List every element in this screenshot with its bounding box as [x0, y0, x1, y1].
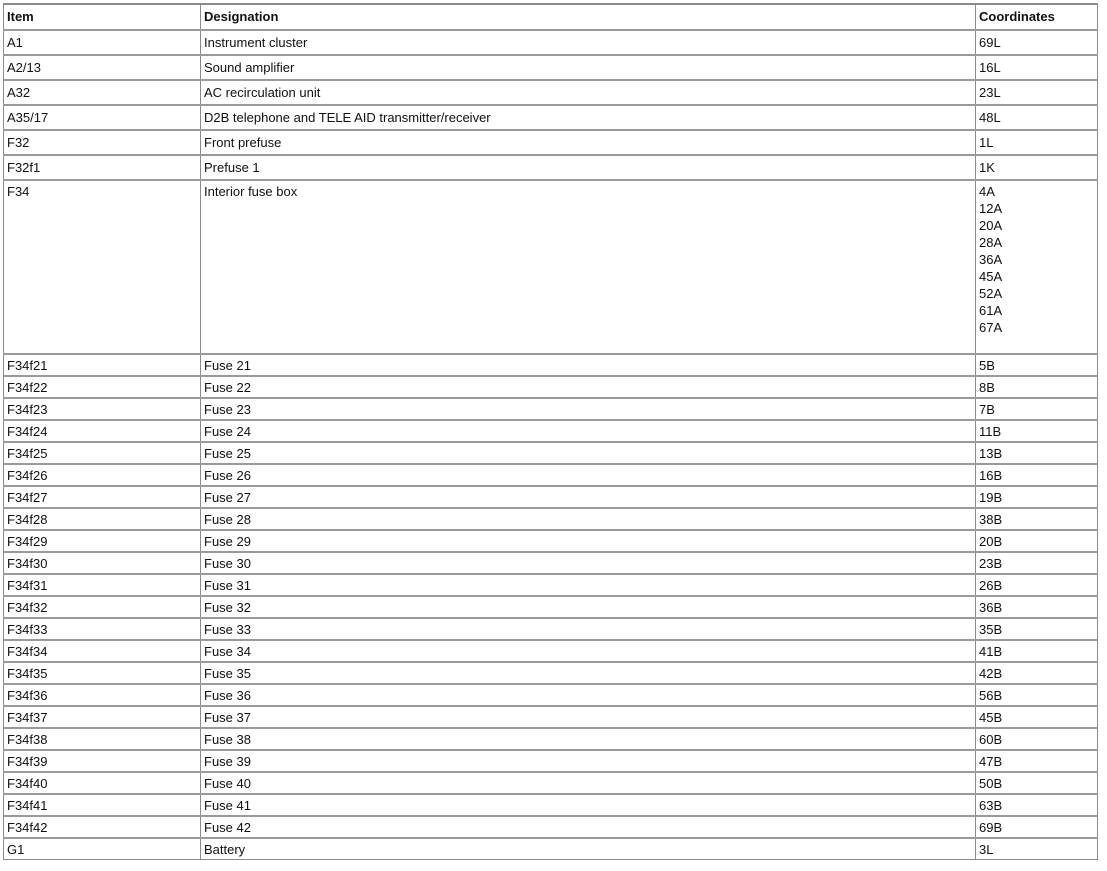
table-row — [4, 30, 1098, 55]
cell-item: F34f38 — [4, 728, 201, 750]
cell-designation: Fuse 22 — [201, 376, 976, 398]
cell-designation: Fuse 32 — [201, 596, 976, 618]
table-row — [4, 640, 1098, 662]
coordinate-value: 36A — [979, 252, 1003, 267]
cell-coordinates — [976, 130, 1098, 155]
cell-designation: Fuse 38 — [201, 728, 976, 750]
coordinate-value: 23L — [979, 85, 1001, 100]
cell-item: F34f41 — [4, 794, 201, 816]
cell-coordinates — [976, 552, 1098, 574]
cell-item: F34f27 — [4, 486, 201, 508]
cell-item: F34f21 — [4, 354, 201, 376]
cell-designation: Prefuse 1 — [201, 155, 976, 180]
cell-designation: Fuse 27 — [201, 486, 976, 508]
coordinate-value: 67A — [979, 320, 1003, 335]
cell-coordinates — [976, 662, 1098, 684]
cell-item: F34 — [4, 180, 201, 354]
cell-item: F34f36 — [4, 684, 201, 706]
cell-item: F32f1 — [4, 155, 201, 180]
cell-designation: Front prefuse — [201, 130, 976, 155]
cell-designation: Fuse 29 — [201, 530, 976, 552]
cell-item: F34f40 — [4, 772, 201, 794]
coordinate-value: 11B — [979, 424, 1002, 439]
coordinate-value: 26B — [979, 578, 1003, 593]
coordinate-value: 12A — [979, 201, 1003, 216]
coordinate-value: 4A — [979, 184, 995, 199]
cell-item: F34f24 — [4, 420, 201, 442]
cell-coordinates — [976, 420, 1098, 442]
cell-designation: Fuse 40 — [201, 772, 976, 794]
coordinate-value: 16B — [979, 468, 1003, 483]
cell-coordinates — [976, 508, 1098, 530]
header-item: Item — [4, 4, 201, 30]
cell-item: F34f25 — [4, 442, 201, 464]
cell-item: F34f37 — [4, 706, 201, 728]
coordinate-value: 3L — [979, 842, 994, 857]
coordinate-value: 50B — [979, 776, 1003, 791]
coordinate-value: 8B — [979, 380, 995, 395]
cell-coordinates — [976, 706, 1098, 728]
cell-item: F34f31 — [4, 574, 201, 596]
table-row — [4, 794, 1098, 816]
cell-coordinates — [976, 530, 1098, 552]
cell-coordinates — [976, 728, 1098, 750]
table-row — [4, 662, 1098, 684]
coordinate-value: 48L — [979, 110, 1001, 125]
coordinate-value: 36B — [979, 600, 1003, 615]
cell-designation: Fuse 34 — [201, 640, 976, 662]
table-row — [4, 464, 1098, 486]
coordinate-value: 41B — [979, 644, 1003, 659]
cell-item: A32 — [4, 80, 201, 105]
cell-designation: Fuse 30 — [201, 552, 976, 574]
coordinate-value: 1L — [979, 135, 994, 150]
cell-coordinates — [976, 442, 1098, 464]
table-row — [4, 398, 1098, 420]
coordinate-value: 42B — [979, 666, 1003, 681]
coordinate-value: 5B — [979, 358, 995, 373]
cell-item: A1 — [4, 30, 201, 55]
cell-item: F34f29 — [4, 530, 201, 552]
cell-item: F34f30 — [4, 552, 201, 574]
cell-coordinates — [976, 794, 1098, 816]
cell-designation: Fuse 21 — [201, 354, 976, 376]
table-row — [4, 574, 1098, 596]
cell-coordinates — [976, 618, 1098, 640]
cell-coordinates — [976, 464, 1098, 486]
cell-coordinates — [976, 838, 1098, 860]
cell-item: F34f23 — [4, 398, 201, 420]
table-row — [4, 130, 1098, 155]
header-designation: Designation — [201, 4, 976, 30]
cell-item: F34f26 — [4, 464, 201, 486]
cell-designation: AC recirculation unit — [201, 80, 976, 105]
table-header-row — [4, 4, 1098, 30]
cell-coordinates — [976, 816, 1098, 838]
coordinate-value: 47B — [979, 754, 1003, 769]
cell-coordinates — [976, 486, 1098, 508]
table-body — [4, 30, 1098, 860]
coordinate-value: 56B — [979, 688, 1003, 703]
cell-coordinates — [976, 180, 1098, 354]
cell-coordinates — [976, 376, 1098, 398]
table-row — [4, 180, 1098, 354]
table-row — [4, 618, 1098, 640]
table-row — [4, 155, 1098, 180]
cell-designation: Fuse 42 — [201, 816, 976, 838]
coordinate-value: 52A — [979, 286, 1003, 301]
coordinate-value: 35B — [979, 622, 1003, 637]
cell-designation: Fuse 35 — [201, 662, 976, 684]
cell-designation: Fuse 37 — [201, 706, 976, 728]
cell-item: A2/13 — [4, 55, 201, 80]
table-row — [4, 508, 1098, 530]
cell-coordinates — [976, 105, 1098, 130]
table-row — [4, 816, 1098, 838]
table-row — [4, 80, 1098, 105]
table-row — [4, 706, 1098, 728]
cell-designation: Fuse 24 — [201, 420, 976, 442]
cell-designation: D2B telephone and TELE AID transmitter/receiver — [201, 105, 976, 130]
coordinate-value: 69B — [979, 820, 1003, 835]
cell-item: F34f33 — [4, 618, 201, 640]
cell-item: F34f28 — [4, 508, 201, 530]
coordinate-value: 38B — [979, 512, 1003, 527]
cell-designation: Fuse 39 — [201, 750, 976, 772]
coordinate-value: 13B — [979, 446, 1003, 461]
cell-item: F34f39 — [4, 750, 201, 772]
cell-coordinates — [976, 354, 1098, 376]
cell-designation: Sound amplifier — [201, 55, 976, 80]
table-row — [4, 354, 1098, 376]
coordinate-value: 45B — [979, 710, 1003, 725]
cell-designation: Fuse 41 — [201, 794, 976, 816]
table-row — [4, 750, 1098, 772]
cell-designation: Fuse 28 — [201, 508, 976, 530]
cell-designation: Fuse 26 — [201, 464, 976, 486]
cell-designation: Fuse 36 — [201, 684, 976, 706]
coordinate-value: 45A — [979, 269, 1003, 284]
cell-item: F34f35 — [4, 662, 201, 684]
coordinate-value: 1K — [979, 160, 995, 175]
coordinate-value: 69L — [979, 35, 1001, 50]
cell-coordinates — [976, 30, 1098, 55]
coordinate-value: 23B — [979, 556, 1003, 571]
cell-designation: Interior fuse box — [201, 180, 976, 354]
component-table — [3, 3, 1098, 860]
cell-coordinates — [976, 55, 1098, 80]
table-row — [4, 684, 1098, 706]
coordinate-value: 61A — [979, 303, 1003, 318]
table-row — [4, 420, 1098, 442]
cell-item: G1 — [4, 838, 201, 860]
cell-coordinates — [976, 684, 1098, 706]
cell-coordinates — [976, 750, 1098, 772]
cell-coordinates — [976, 80, 1098, 105]
cell-designation: Fuse 25 — [201, 442, 976, 464]
coordinate-value: 20B — [979, 534, 1003, 549]
table-row — [4, 596, 1098, 618]
cell-coordinates — [976, 574, 1098, 596]
cell-designation: Fuse 33 — [201, 618, 976, 640]
table-row — [4, 552, 1098, 574]
table-row — [4, 442, 1098, 464]
coordinate-value: 19B — [979, 490, 1003, 505]
cell-coordinates — [976, 772, 1098, 794]
table-row — [4, 486, 1098, 508]
cell-coordinates — [976, 640, 1098, 662]
cell-item: F34f42 — [4, 816, 201, 838]
table-row — [4, 728, 1098, 750]
cell-coordinates — [976, 596, 1098, 618]
coordinate-value: 20A — [979, 218, 1003, 233]
coordinate-value: 7B — [979, 402, 995, 417]
cell-designation: Instrument cluster — [201, 30, 976, 55]
cell-item: F32 — [4, 130, 201, 155]
table-row — [4, 55, 1098, 80]
table-row — [4, 530, 1098, 552]
cell-designation: Fuse 23 — [201, 398, 976, 420]
table-row — [4, 376, 1098, 398]
cell-item: A35/17 — [4, 105, 201, 130]
cell-designation: Fuse 31 — [201, 574, 976, 596]
header-coordinates: Coordinates — [976, 4, 1098, 30]
coordinate-value: 63B — [979, 798, 1003, 813]
coordinate-value: 28A — [979, 235, 1003, 250]
cell-coordinates — [976, 155, 1098, 180]
cell-designation: Battery — [201, 838, 976, 860]
cell-item: F34f32 — [4, 596, 201, 618]
coordinate-value: 60B — [979, 732, 1003, 747]
cell-item: F34f22 — [4, 376, 201, 398]
table-row — [4, 772, 1098, 794]
cell-item: F34f34 — [4, 640, 201, 662]
coordinate-value: 16L — [979, 60, 1001, 75]
table-row — [4, 838, 1098, 860]
table-row — [4, 105, 1098, 130]
cell-coordinates — [976, 398, 1098, 420]
